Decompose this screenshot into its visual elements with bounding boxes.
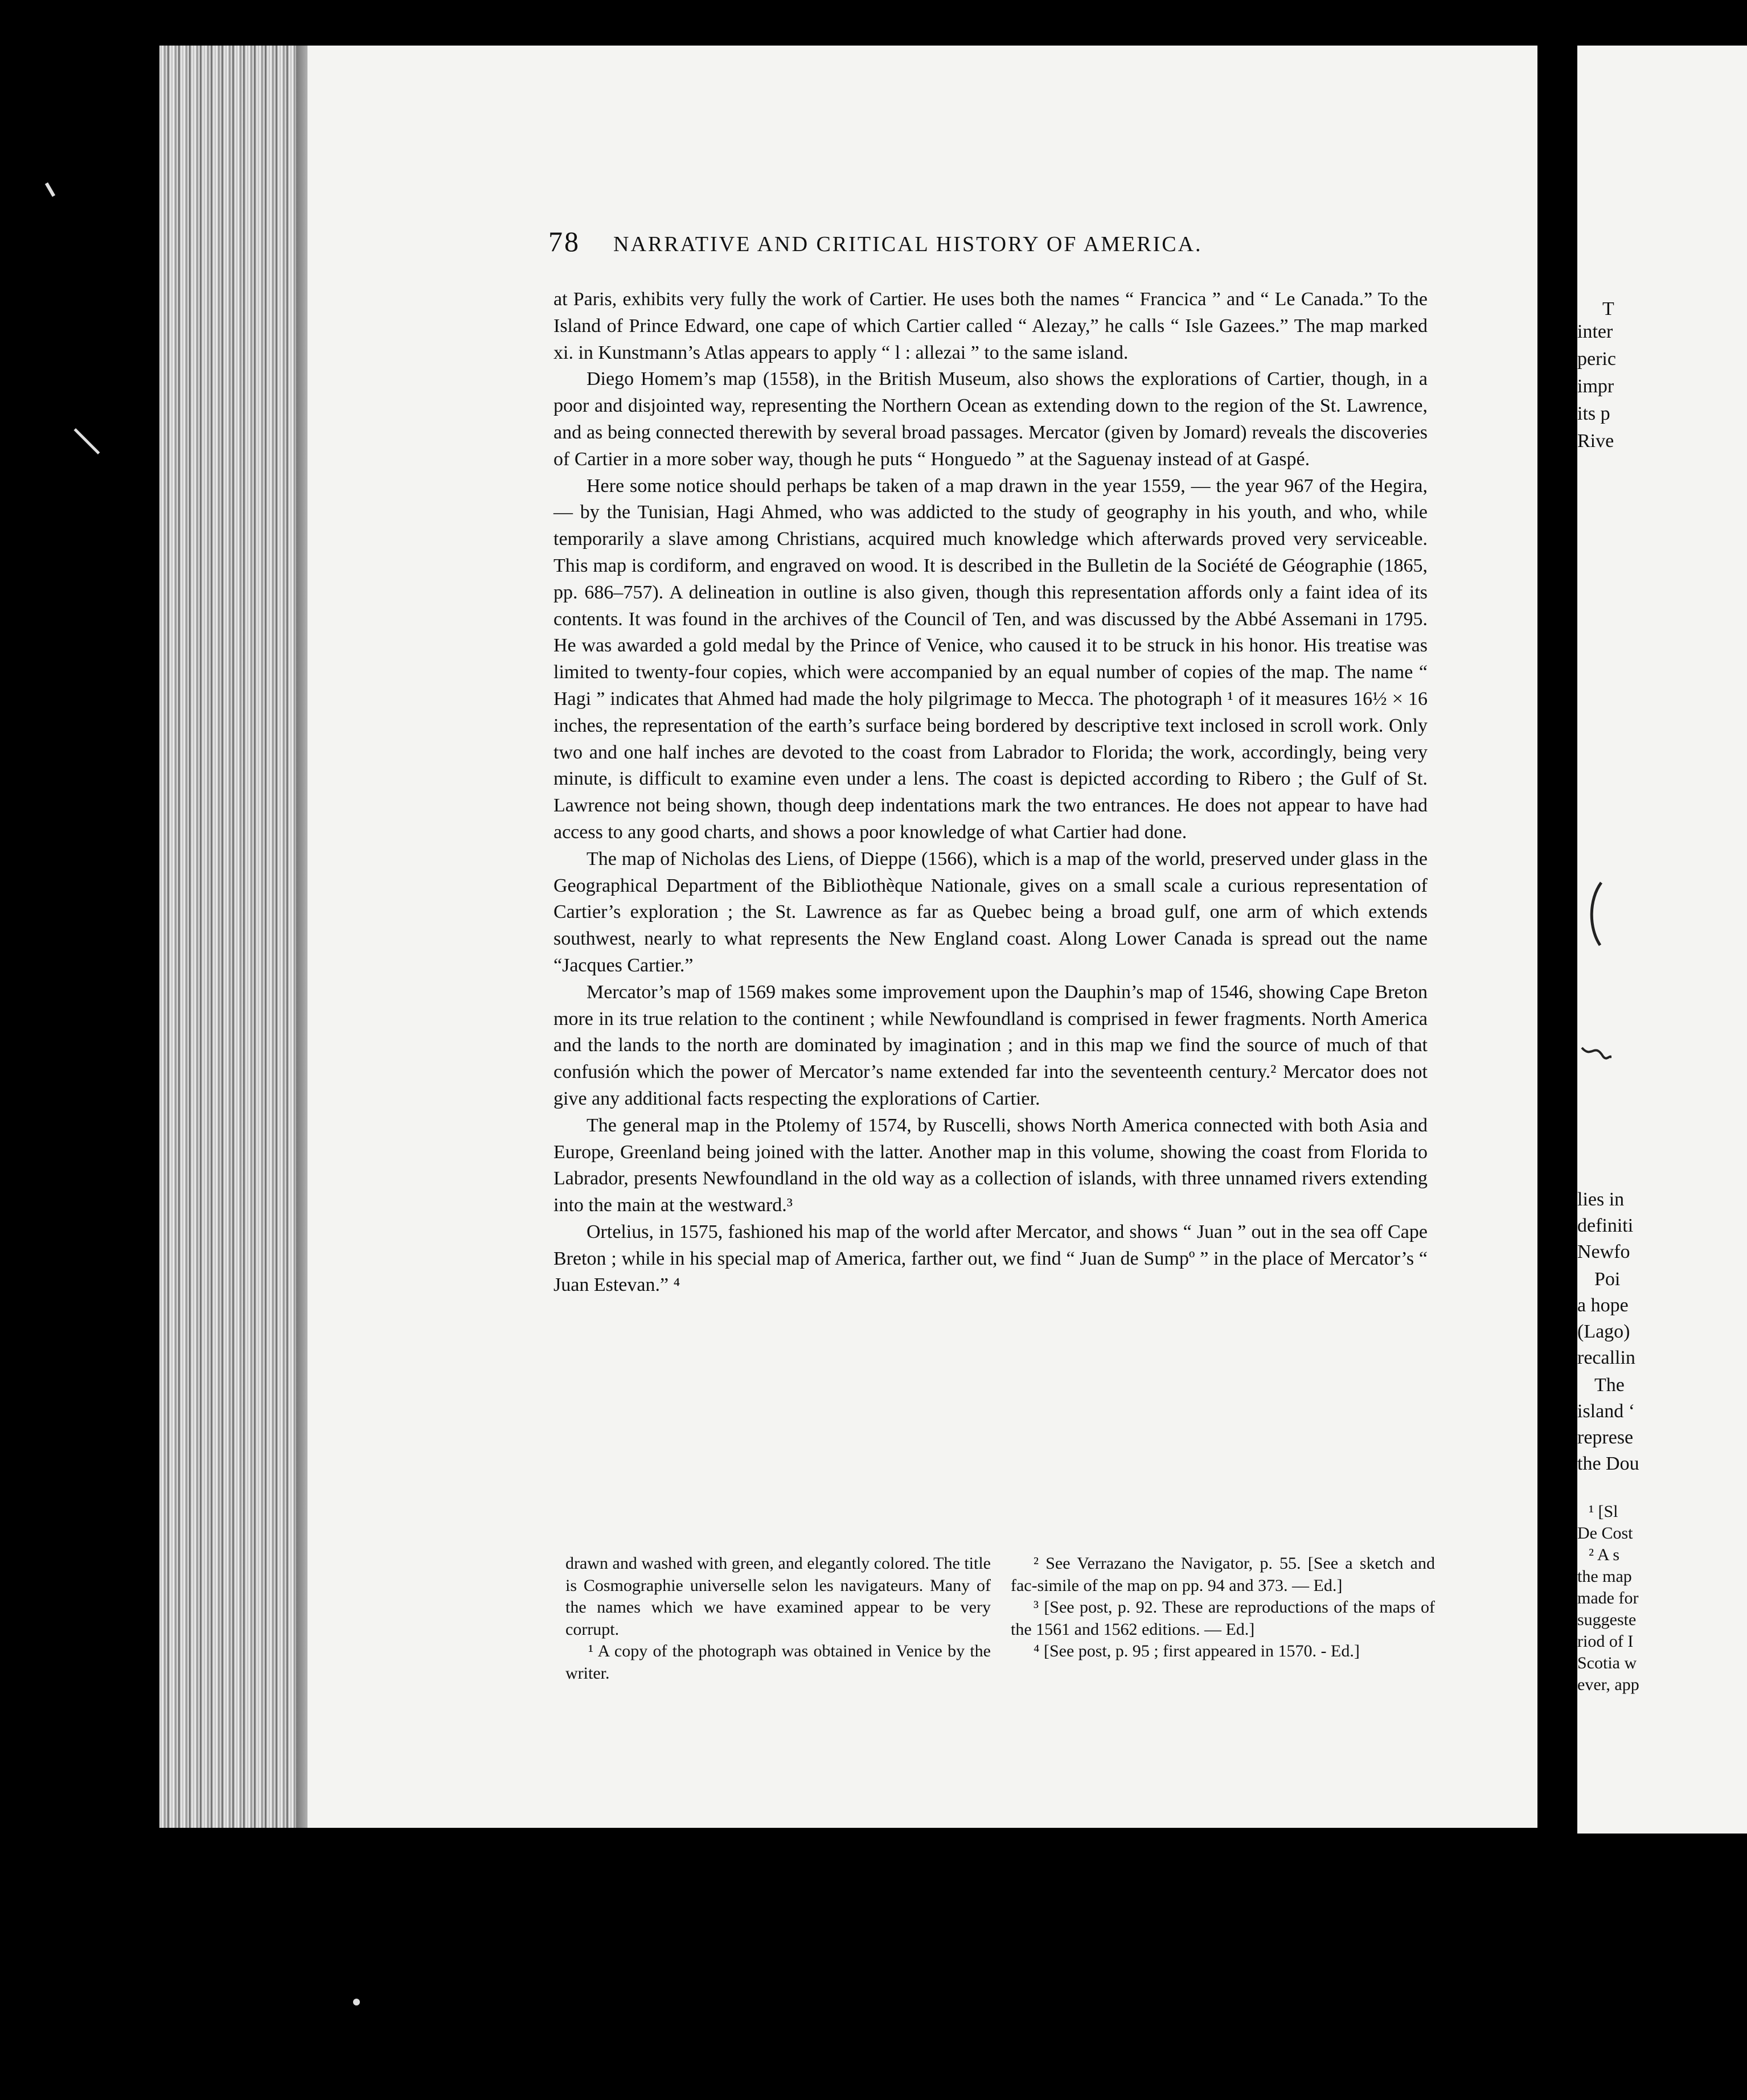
facing-page-text: Newfo bbox=[1577, 1241, 1630, 1262]
facing-page-text: lies in bbox=[1577, 1189, 1625, 1210]
paragraph: Here some notice should perhaps be taken of a map drawn in the year 1559, — the year 967 of the Hegira, — by the Tunisian, Hagi Ahmed, who was addicted to the study of geography in his youth, and who, while temporarily a slave among Christians, acquired much knowledge which afterwards proved very serviceable. This map is cordiform, and engraved on wood. It is described in the Bulletin de la Société de Géographie (1865, pp. 686–757). A delineation in outline is also given, though this representation affords only a faint idea of its contents. It was found in the archives of the Council of Ten, and was discussed by the Abbé Assemani in 1795. He was awarded a gold medal by the Prince of Venice, who caused it to be struck in his honor. His treatise was limited to twenty-four copies, which were accompanied by an equal number of copies of the map. The name “ Hagi ” indicates that Ahmed had made the holy pilgrimage to Mecca. The photograph ¹ of it measures 16½ × 16 inches, the representation of the earth’s surface being bordered by descriptive text inclosed in scroll work. Only two and one half inches are devoted to the coast from Labrador to Florida; the work, accordingly, being very minute, is difficult to examine even under a lens. The coast is depicted according to Ribero ; the Gulf of St. Lawrence not being shown, though deep indentations mark the two entrances. He does not appear to have had access to any good charts, and shows a poor knowledge of what Cartier had done. bbox=[553, 475, 1428, 843]
facing-page-note: made for bbox=[1577, 1589, 1639, 1607]
facing-page-note: the map bbox=[1577, 1567, 1632, 1586]
facing-page-text: peric bbox=[1577, 348, 1616, 370]
facing-page-text: T bbox=[1602, 298, 1614, 319]
main-text bbox=[553, 286, 1428, 1299]
facing-page-text: Poi bbox=[1594, 1269, 1621, 1290]
running-head: NARRATIVE AND CRITICAL HISTORY OF AMERICA. bbox=[613, 232, 1203, 256]
paragraph: The map of Nicholas des Liens, of Dieppe (1566), which is a map of the world, preserved under glass in the Geographical Department of the Bibliothèque Nationale, gives on a small scale a curious representation of Cartier’s exploration ; the St. Lawrence as far as Quebec being a broad gulf, one arm of which extends southwest, nearly to what represents the New England coast. Along Lower Canada is spread out the name “Jacques Cartier.” bbox=[553, 848, 1428, 976]
footnote: ¹ A copy of the photograph was obtained in Venice by the writer. bbox=[565, 1642, 991, 1683]
paragraph: Diego Homem’s map (1558), in the British Museum, also shows the explorations of Cartier, though, in a poor and disjointed way, representing the Northern Ocean as extending down to the region of the St. Lawrence, and as being connected therewith by several broad passages. Mercator (given by Jomard) reveals the discoveries of Cartier in a more sober way, though he puts “ Honguedo ” at the Saguenay instead of at Gaspé. bbox=[553, 368, 1428, 470]
facing-page-text: impr bbox=[1577, 376, 1614, 397]
facing-page-fragment bbox=[1577, 46, 1747, 1834]
footnote: ⁴ [See post, p. 95 ; first appeared in 1570. - Ed.] bbox=[1034, 1642, 1360, 1660]
footnote: ³ [See post, p. 92. These are reproductions of the maps of the 1561 and 1562 editions. — Ed.] bbox=[1011, 1598, 1435, 1639]
facing-page-text: Rive bbox=[1577, 430, 1614, 452]
page-header bbox=[548, 225, 1317, 265]
facing-page-text: recallin bbox=[1577, 1347, 1635, 1368]
footnotes-right bbox=[1011, 1553, 1435, 1663]
paragraph: Mercator’s map of 1569 makes some improvement upon the Dauphin’s map of 1546, showing Cape Breton more in its true relation to the continent ; while Newfoundland is comprised in fewer fragments. North America and the lands to the north are dominated by imagination ; and in this map we find the source of much of that confusión which the power of Mercator’s name extended far into the seventeenth century.² Mercator does not give any additional facts respecting the explorations of Cartier. bbox=[553, 981, 1428, 1109]
facing-page-text: represe bbox=[1577, 1427, 1634, 1448]
page-number: 78 bbox=[548, 225, 580, 257]
facing-page-text: island ‘ bbox=[1577, 1401, 1635, 1422]
facing-page-text: (Lago) bbox=[1577, 1321, 1630, 1342]
paragraph: at Paris, exhibits very fully the work of Cartier. He uses both the names “ Francica ” and “ Le Canada.” To the Island of Prince Edward, one cape of which Cartier called “ Alezay,” he calls “ Isle Gazees.” The map marked xi. in Kunstmann’s Atlas appears to apply “ l : allezai ” to the same island. bbox=[553, 289, 1428, 363]
scan-speck bbox=[74, 428, 100, 454]
map-outline-fragment bbox=[1577, 877, 1611, 1127]
facing-page-note: ¹ [Sl bbox=[1589, 1502, 1618, 1521]
facing-page-note: Scotia w bbox=[1577, 1654, 1637, 1672]
facing-page-text: definiti bbox=[1577, 1215, 1634, 1236]
facing-page-text: a hope bbox=[1577, 1295, 1629, 1316]
facing-page-text: The bbox=[1594, 1375, 1625, 1396]
facing-page-note: ever, app bbox=[1577, 1675, 1639, 1694]
facing-page-note: ² A s bbox=[1589, 1545, 1620, 1564]
facing-page-text: inter bbox=[1577, 321, 1613, 342]
scan-speck bbox=[353, 1999, 360, 2005]
facing-page-text: the Dou bbox=[1577, 1453, 1639, 1474]
footnote: drawn and washed with green, and elegantly colored. The title is Cosmographie universelle selon les navigateurs. Many of the names which we have examined appear to be very corrupt. bbox=[565, 1554, 991, 1639]
page-edge-stack bbox=[159, 46, 307, 1828]
paragraph: The general map in the Ptolemy of 1574, by Ruscelli, shows North America connected with both Asia and Europe, Greenland being joined with the latter. Another map in this volume, showing the coast from Florida to Labrador, presents Newfoundland in the old way as a collection of islands, with three unnamed rivers extending into the main at the westward.³ bbox=[553, 1114, 1428, 1216]
paragraph: Ortelius, in 1575, fashioned his map of the world after Mercator, and shows “ Juan ” out in the sea off Cape Breton ; while in his special map of America, farther out, we find “ Juan de Sumpº ” in the place of Mercator’s “ Juan Estevan.” ⁴ bbox=[553, 1221, 1428, 1296]
facing-page-text: its p bbox=[1577, 403, 1610, 424]
facing-page-note: De Cost bbox=[1577, 1524, 1633, 1543]
facing-page-note: riod of I bbox=[1577, 1632, 1634, 1651]
facing-page-note: suggeste bbox=[1577, 1610, 1637, 1629]
scan-speck bbox=[45, 182, 55, 197]
footnote: ² See Verrazano the Navigator, p. 55. [See a sketch and fac-simile of the map on pp. 94 and 373. — Ed.] bbox=[1011, 1554, 1435, 1595]
footnotes-left bbox=[565, 1553, 991, 1684]
